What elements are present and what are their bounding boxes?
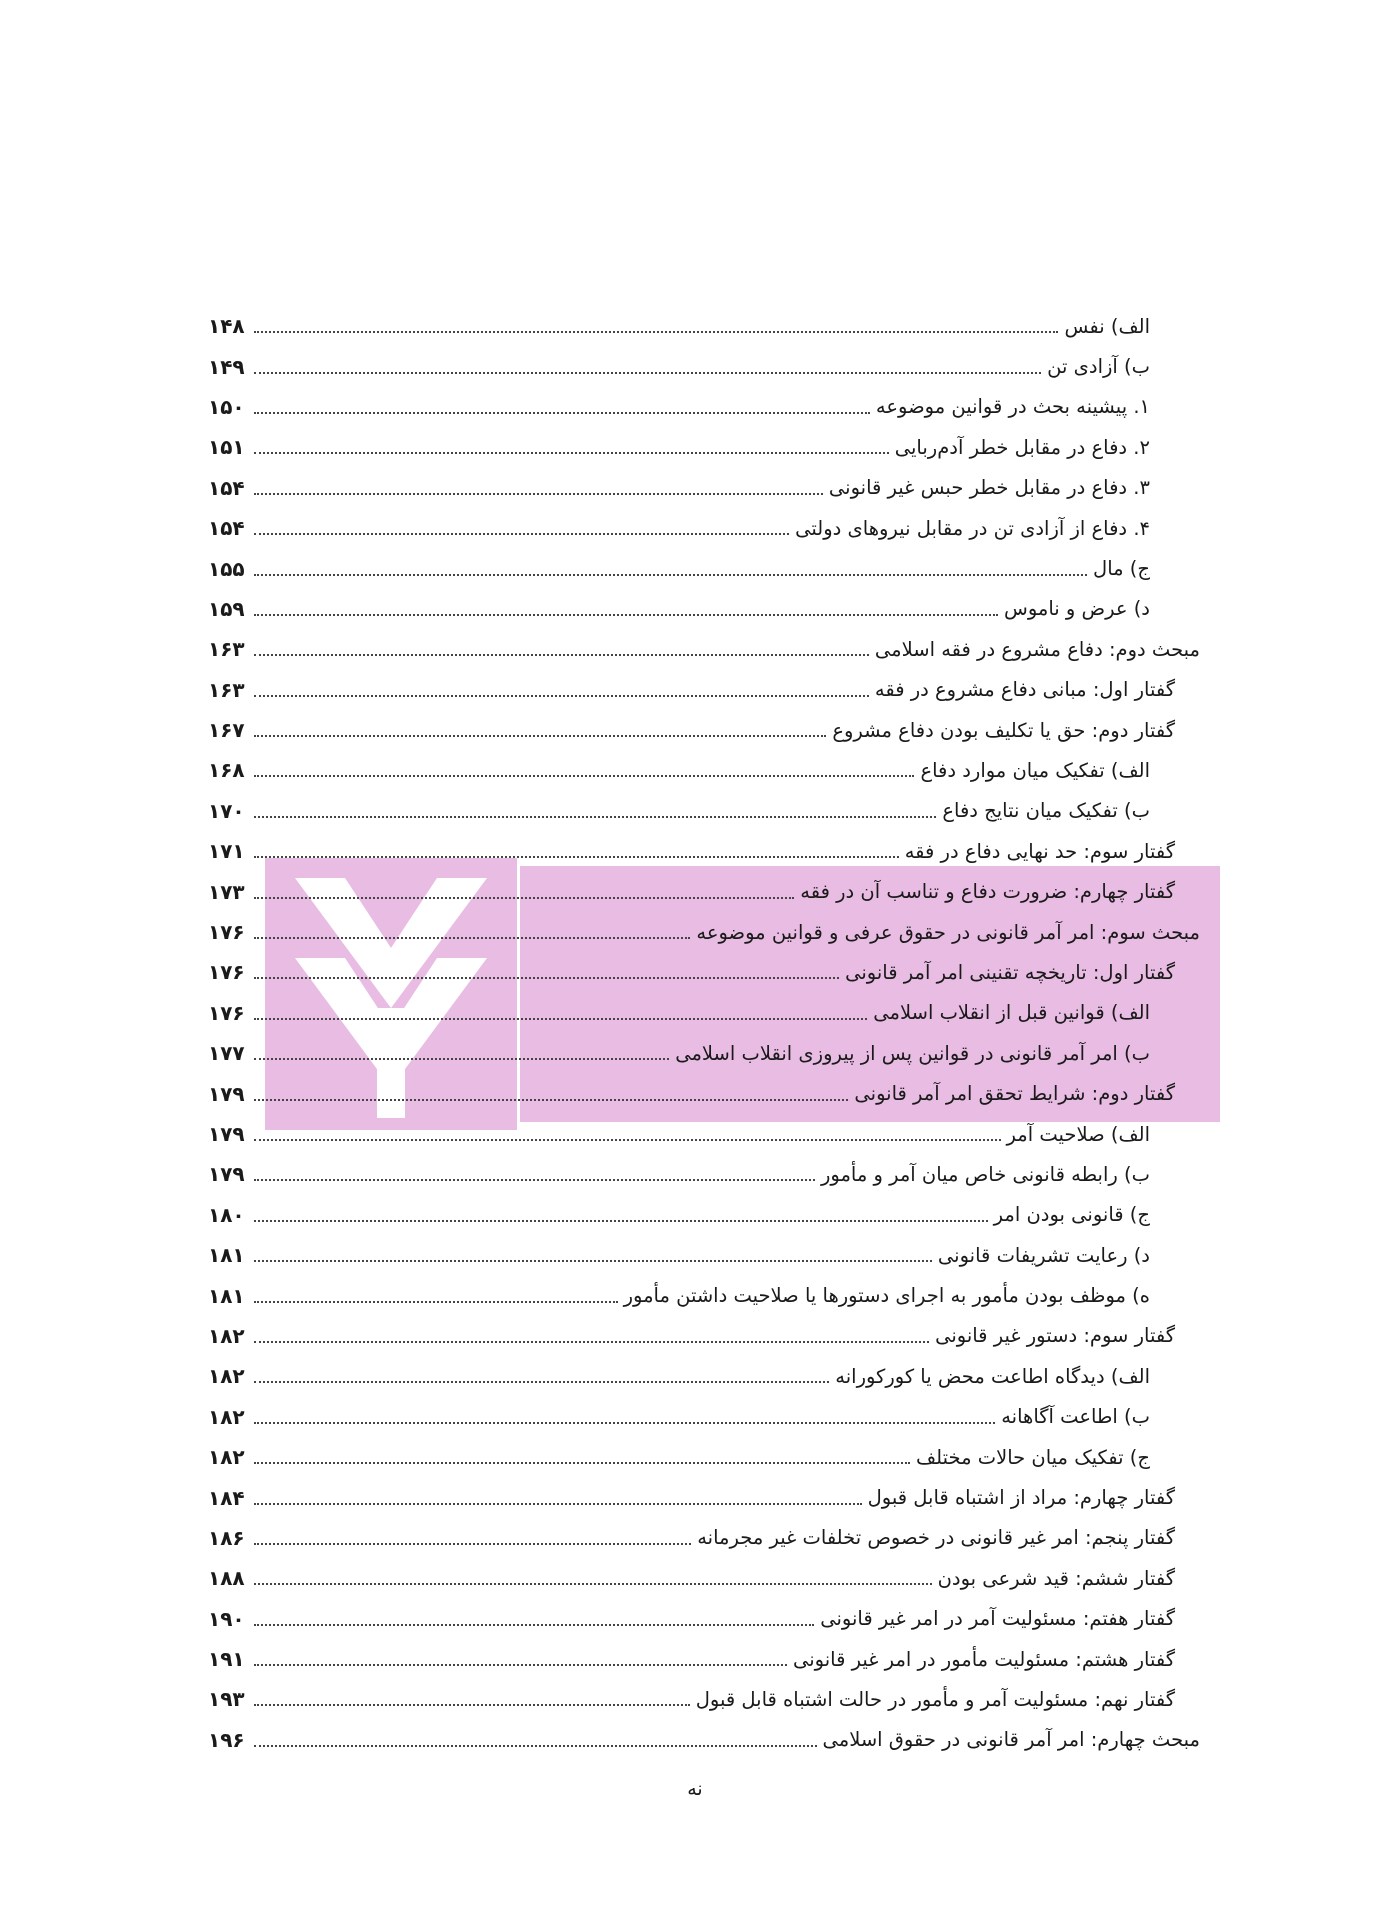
- toc-entry-title: گفتار چهارم: ضرورت دفاع و تناسب آن در فقه: [800, 880, 1175, 904]
- toc-entry-page: ۱۶۳: [208, 637, 245, 662]
- toc-entry-title: د) رعایت تشریفات قانونی: [937, 1243, 1150, 1267]
- toc-entry-page: ۱۹۰: [208, 1606, 245, 1631]
- toc-entry-title: گفتار پنجم: امر غیر قانونی در خصوص تخلفات غیر مجرمانه: [697, 1526, 1175, 1550]
- toc-entry-page: ۱۹۱: [208, 1647, 245, 1672]
- toc-entry-title: ج) تفکیک میان حالات مختلف: [915, 1445, 1150, 1469]
- toc-entry-title: ب) رابطه قانونی خاص میان آمر و مأمور: [820, 1162, 1150, 1186]
- toc-entry-title: ب) تفکیک میان نتایج دفاع: [942, 799, 1150, 823]
- dot-leader: [254, 1745, 817, 1747]
- toc-entry: [208, 871, 1200, 911]
- toc-entry-title: گفتار ششم: قید شرعی بودن: [937, 1566, 1175, 1590]
- toc-entry-page: ۱۶۸: [208, 758, 245, 783]
- toc-entry: [208, 1437, 1200, 1477]
- dot-leader: [254, 574, 1087, 576]
- toc-entry: [208, 952, 1200, 992]
- toc-entry-title: گفتار اول: مبانی دفاع مشروع در فقه: [874, 678, 1175, 702]
- dot-leader: [254, 1381, 829, 1383]
- toc-entry: [208, 1397, 1200, 1437]
- toc-entry: [208, 387, 1200, 427]
- toc-entry-title: الف) قوانین قبل از انقلاب اسلامی: [873, 1001, 1150, 1025]
- toc-entry: [208, 1073, 1200, 1113]
- toc-entry: [208, 346, 1200, 386]
- toc-entry-title: ۲. دفاع در مقابل خطر آدم‌ربایی: [894, 435, 1150, 459]
- dot-leader: [254, 1624, 814, 1626]
- dot-leader: [254, 897, 794, 899]
- toc-entry: [208, 1477, 1200, 1517]
- toc-entry-title: مبحث دوم: دفاع مشروع در فقه اسلامی: [874, 637, 1200, 661]
- toc-entry: [208, 831, 1200, 871]
- toc-entry-page: ۱۸۸: [208, 1566, 245, 1591]
- toc-entry-page: ۱۵۱: [208, 435, 245, 460]
- toc-entry: [208, 710, 1200, 750]
- toc-entry-page: ۱۸۴: [208, 1485, 245, 1510]
- toc-entry-title: ۳. دفاع در مقابل خطر حبس غیر قانونی: [828, 476, 1150, 500]
- toc-entry-page: ۱۷۹: [208, 1081, 245, 1106]
- toc-entry-title: الف) دیدگاه اطاعت محض یا کورکورانه: [835, 1364, 1150, 1388]
- toc-entry-page: ۱۸۱: [208, 1283, 245, 1308]
- toc-entry-title: ب) اطاعت آگاهانه: [1001, 1405, 1150, 1429]
- dot-leader: [254, 493, 823, 495]
- toc-entry-page: ۱۷۳: [208, 879, 245, 904]
- dot-leader: [254, 1503, 862, 1505]
- toc-entry-title: ج) مال: [1093, 557, 1150, 581]
- toc-entry-title: گفتار هشتم: مسئولیت مأمور در امر غیر قانونی: [793, 1647, 1175, 1671]
- dot-leader: [254, 654, 869, 656]
- toc-entry: [208, 1114, 1200, 1154]
- toc-entry: [208, 1639, 1200, 1679]
- toc-entry-title: گفتار نهم: مسئولیت آمر و مأمور در حالت اشتباه قابل قبول: [695, 1687, 1175, 1711]
- toc-entry-page: ۱۸۰: [208, 1202, 245, 1227]
- dot-leader: [254, 452, 889, 454]
- toc-entry: [208, 1154, 1200, 1194]
- toc-entry-title: ۱. پیشینه بحث در قوانین موضوعه: [875, 395, 1150, 419]
- toc-entry-title: مبحث سوم: امر آمر قانونی در حقوق عرفی و قوانین موضوعه: [696, 920, 1200, 944]
- toc-entry: [208, 993, 1200, 1033]
- toc-entry-page: ۱۷۰: [208, 798, 245, 823]
- dot-leader: [254, 937, 690, 939]
- toc-entry-page: ۱۷۷: [208, 1041, 245, 1066]
- toc-entry-page: ۱۵۹: [208, 596, 245, 621]
- dot-leader: [254, 533, 789, 535]
- dot-leader: [254, 695, 869, 697]
- toc-entry: [208, 1275, 1200, 1315]
- dot-leader: [254, 735, 826, 737]
- dot-leader: [254, 1301, 618, 1303]
- toc-entry-title: ه) موظف بودن مأمور به اجرای دستورها یا صلاحیت داشتن مأمور: [623, 1284, 1150, 1308]
- toc-entry-title: گفتار دوم: حق یا تکلیف بودن دفاع مشروع: [832, 718, 1175, 742]
- dot-leader: [254, 1058, 669, 1060]
- toc-entry: [208, 1316, 1200, 1356]
- dot-leader: [254, 856, 899, 858]
- toc-entry: [208, 306, 1200, 346]
- toc-entry-title: گفتار سوم: حد نهایی دفاع در فقه: [904, 839, 1175, 863]
- toc-entry-page: ۱۷۶: [208, 1000, 245, 1025]
- dot-leader: [254, 1260, 932, 1262]
- toc-entry-page: ۱۵۴: [208, 516, 245, 541]
- toc-entry: [208, 1720, 1200, 1760]
- toc-entry-page: ۱۸۲: [208, 1404, 245, 1429]
- toc-entry: [208, 589, 1200, 629]
- toc-entry: [208, 629, 1200, 669]
- toc-entry: [208, 1195, 1200, 1235]
- toc-entry: [208, 1518, 1200, 1558]
- toc-entry-title: ب) آزادی تن: [1047, 355, 1150, 379]
- dot-leader: [254, 1220, 988, 1222]
- toc-entry-page: ۱۷۶: [208, 920, 245, 945]
- toc-entry: [208, 791, 1200, 831]
- dot-leader: [254, 1179, 815, 1181]
- dot-leader: [254, 372, 1041, 374]
- toc-entry-title: مبحث چهارم: امر آمر قانونی در حقوق اسلامی: [822, 1728, 1200, 1752]
- toc-entry-page: ۱۸۶: [208, 1525, 245, 1550]
- toc-entry: [208, 670, 1200, 710]
- dot-leader: [254, 977, 839, 979]
- dot-leader: [254, 1704, 690, 1706]
- toc-entry-page: ۱۷۶: [208, 960, 245, 985]
- toc-entry-title: گفتار سوم: دستور غیر قانونی: [935, 1324, 1175, 1348]
- toc-entry: [208, 1033, 1200, 1073]
- toc-entry-title: د) عرض و ناموس: [1004, 597, 1150, 621]
- dot-leader: [254, 775, 914, 777]
- dot-leader: [254, 1543, 691, 1545]
- toc-entry-page: ۱۷۹: [208, 1162, 245, 1187]
- toc-entry-page: ۱۸۲: [208, 1445, 245, 1470]
- dot-leader: [254, 1462, 910, 1464]
- dot-leader: [254, 614, 998, 616]
- dot-leader: [254, 1018, 867, 1020]
- dot-leader: [254, 1583, 932, 1585]
- toc-entry-page: ۱۹۳: [208, 1687, 245, 1712]
- toc-entry-title: گفتار هفتم: مسئولیت آمر در امر غیر قانونی: [820, 1607, 1175, 1631]
- toc-entry-title: گفتار چهارم: مراد از اشتباه قابل قبول: [867, 1486, 1175, 1510]
- toc-entry: [208, 1235, 1200, 1275]
- toc-entry-page: ۱۸۲: [208, 1364, 245, 1389]
- toc-entry-title: الف) نفس: [1064, 314, 1150, 338]
- toc-entry: [208, 508, 1200, 548]
- toc-entry-page: ۱۴۹: [208, 354, 245, 379]
- toc-entry: [208, 548, 1200, 588]
- toc-entry: [208, 1558, 1200, 1598]
- toc-entry-title: گفتار دوم: شرایط تحقق امر آمر قانونی: [854, 1082, 1175, 1106]
- toc-entry-title: ۴. دفاع از آزادی تن در مقابل نیروهای دولتی: [795, 516, 1150, 540]
- toc-entry-page: ۱۸۱: [208, 1243, 245, 1268]
- toc-entry: [208, 468, 1200, 508]
- dot-leader: [254, 1139, 1001, 1141]
- toc-entry-title: ج) قانونی بودن امر: [993, 1203, 1150, 1227]
- toc-entry-title: گفتار اول: تاریخچه تقنینی امر آمر قانونی: [845, 960, 1175, 984]
- toc-entry: [208, 427, 1200, 467]
- toc-entry-page: ۱۷۹: [208, 1122, 245, 1146]
- toc-entry: [208, 1356, 1200, 1396]
- toc-entry-page: ۱۵۰: [208, 394, 245, 419]
- dot-leader: [254, 1099, 848, 1101]
- toc-entry-title: ب) امر آمر قانونی در قوانین پس از پیروزی انقلاب اسلامی: [675, 1041, 1150, 1065]
- dot-leader: [254, 1664, 787, 1666]
- page-number: نه: [687, 1778, 703, 1800]
- dot-leader: [254, 1341, 929, 1343]
- toc-entry-page: ۱۴۸: [208, 314, 245, 339]
- toc-entry: [208, 1679, 1200, 1719]
- toc-entry-page: ۱۶۳: [208, 677, 245, 702]
- dot-leader: [254, 816, 936, 818]
- toc-entry-page: ۱۵۴: [208, 475, 245, 500]
- toc-entry: [208, 750, 1200, 790]
- toc-entry-page: ۱۹۶: [208, 1727, 245, 1752]
- toc-entry-title: الف) صلاحیت آمر: [1006, 1122, 1150, 1146]
- toc-entry-page: ۱۵۵: [208, 556, 245, 581]
- dot-leader: [254, 1422, 995, 1424]
- dot-leader: [254, 412, 870, 414]
- toc-entry: [208, 912, 1200, 952]
- toc-entry-page: ۱۸۲: [208, 1323, 245, 1348]
- table-of-contents: [208, 306, 1200, 1760]
- toc-entry-page: ۱۷۱: [208, 839, 245, 864]
- toc-entry-page: ۱۶۷: [208, 718, 245, 743]
- dot-leader: [254, 331, 1058, 333]
- toc-entry: [208, 1599, 1200, 1639]
- toc-entry-title: الف) تفکیک میان موارد دفاع: [920, 758, 1150, 782]
